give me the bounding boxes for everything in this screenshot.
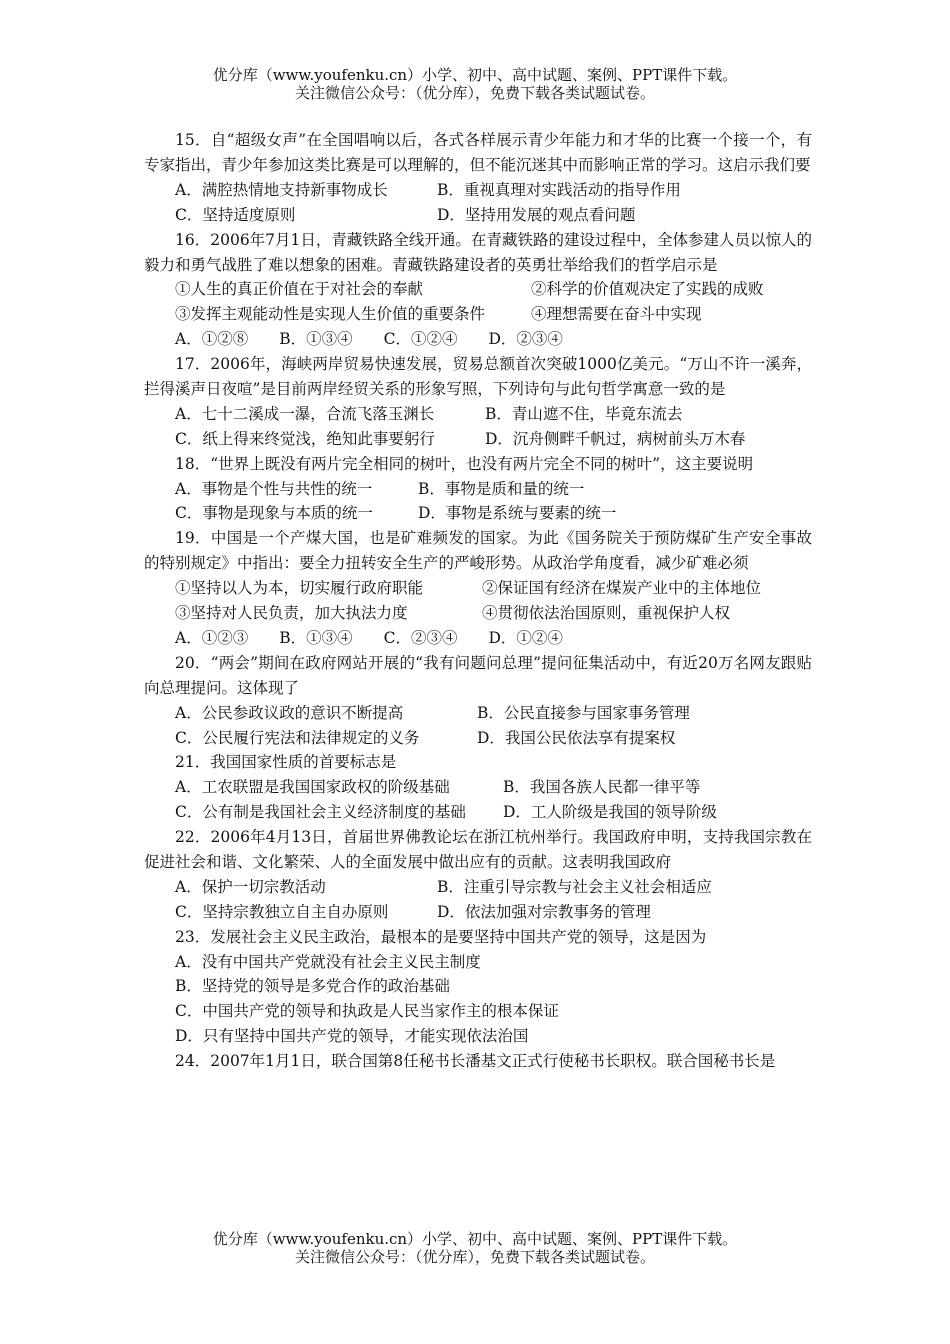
q20-options-ab (144, 701, 812, 726)
header-line-2: 关注微信公众号：（优分库），免费下载各类试题试卷。 (294, 84, 655, 102)
q15-option-b: B．重视真理对实践活动的指导作用 (437, 180, 681, 199)
q20-option-a: A．公民参政议政的意识不断提高 (175, 703, 404, 722)
q15-option-d: D．坚持用发展的观点看问题 (437, 205, 636, 224)
q20-option-c: C．公民履行宪法和法律规定的义务 (175, 728, 420, 747)
q19-statement-3: ③坚持对人民负责，加大执法力度 (175, 604, 408, 623)
q22-stem: 22．2006年4月13日，首届世界佛教论坛在浙江杭州举行。我国政府申明，支持我国宗教在促进社会和谐、文化繁荣、人的全面发展中做出应有的贡献。这表明我国政府 (144, 828, 812, 872)
q15-option-c: C．坚持适度原则 (175, 205, 296, 224)
q15-options-ab (144, 178, 812, 203)
q19-statements-12 (144, 576, 812, 601)
q17-option-b: B．青山遮不住，毕竟东流去 (485, 404, 683, 423)
q17-stem: 17．2006年，海峡两岸贸易快速发展，贸易总额首次突破1000亿美元。“万山不许一溪奔，拦得溪声日夜喧”是目前两岸经贸关系的形象写照，下列诗句与此句哲学寓意一致的是 (144, 355, 812, 398)
q21-option-d: D．工人阶级是我国的领导阶级 (503, 803, 717, 822)
q19-statement-4: ④贯彻依法治国原则，重视保护人权 (482, 604, 731, 623)
q19-statement-2: ②保证国有经济在煤炭产业中的主体地位 (482, 579, 762, 598)
q21-option-b: B．我国各族人民都一律平等 (503, 778, 701, 797)
footer-line-2: 关注微信公众号：（优分库），免费下载各类试题试卷。 (294, 1248, 655, 1266)
q16-statements-34 (144, 302, 812, 327)
q18-option-b: B．事物是质和量的统一 (418, 479, 585, 498)
q23-stem: 23．发展社会主义民主政治，最根本的是要坚持中国共产党的领导，这是因为 (175, 927, 707, 946)
q17-options-ab (144, 402, 812, 427)
page-footer (0, 1230, 950, 1266)
q18-options-ab (144, 477, 812, 502)
q21-stem: 21．我国国家性质的首要标志是 (175, 753, 397, 772)
q23-option-d: D．只有坚持中国共产党的领导，才能实现依法治国 (175, 1027, 529, 1046)
q19-choices: A．①②③ B．①③④ C．②③④ D．①②④ (175, 628, 563, 647)
q16-stem: 16．2006年7月1日，青藏铁路全线开通。在青藏铁路的建设过程中，全体参建人员以惊人的毅力和勇气战胜了难以想象的困难。青藏铁路建设者的英勇壮举给我们的哲学启示是 (144, 230, 812, 274)
q21-options-ab (144, 775, 812, 800)
q15-options-cd (144, 203, 812, 228)
q20-option-d: D．我国公民依法享有提案权 (477, 728, 676, 747)
footer-line-1: 优分库（www.youfenku.cn）小学、初中、高中试题、案例、PPT课件下载。 (212, 1230, 738, 1248)
question-list (144, 128, 812, 1074)
q22-options-ab (144, 875, 812, 900)
q16-choices: A．①②⑧ B．①③④ C．①②④ D．②③④ (175, 330, 563, 349)
q21-option-c: C．公有制是我国社会主义经济制度的基础 (175, 803, 466, 822)
q18-stem: 18．“世界上既没有两片完全相同的树叶，也没有两片完全不同的树叶”，这主要说明 (175, 454, 754, 473)
q23-option-c: C．中国共产党的领导和执政是人民当家作主的根本保证 (175, 1002, 559, 1021)
q17-options-cd (144, 427, 812, 452)
q18-options-cd (144, 501, 812, 526)
q16-statement-3: ③发挥主观能动性是实现人生价值的重要条件 (175, 305, 486, 324)
q17-option-d: D．沉舟侧畔千帆过，病树前头万木春 (485, 429, 746, 448)
q19-statements-34 (144, 601, 812, 626)
q22-option-a: A．保护一切宗教活动 (175, 877, 326, 896)
q24-stem: 24．2007年1月1日，联合国第8任秘书长潘基文正式行使秘书长职权。联合国秘书长是 (175, 1052, 776, 1071)
q15-stem: 15．自“超级女声”在全国唱响以后，各式各样展示青少年能力和才华的比赛一个接一个，有专家指出，青少年参加这类比赛是可以理解的，但不能沉迷其中而影响正常的学习。这启示我们要 (144, 131, 812, 174)
q22-option-c: C．坚持宗教独立自主自办原则 (175, 902, 389, 921)
q20-option-b: B．公民直接参与国家事务管理 (477, 703, 690, 722)
q18-option-d: D．事物是系统与要素的统一 (418, 504, 617, 523)
q23-option-a: A．没有中国共产党就没有社会主义民主制度 (175, 952, 481, 971)
q19-statement-1: ①坚持以人为本，切实履行政府职能 (175, 579, 424, 598)
q20-stem: 20．“两会”期间在政府网站开展的“我有问题问总理”提问征集活动中，有近20万名网友跟贴向总理提问。这体现了 (144, 653, 812, 697)
q19-stem: 19．中国是一个产煤大国，也是矿难频发的国家。为此《国务院关于预防煤矿生产安全事故的特别规定》中指出：要全力扭转安全生产的严峻形势。从政治学角度看，减少矿难必须 (144, 529, 812, 573)
page-header (0, 66, 950, 102)
q20-options-cd (144, 726, 812, 751)
q18-option-c: C．事物是现象与本质的统一 (175, 504, 373, 523)
q16-statement-2: ②科学的价值观决定了实践的成败 (531, 280, 764, 299)
q16-statement-4: ④理想需要在奋斗中实现 (531, 305, 702, 324)
q21-options-cd (144, 800, 812, 825)
q16-statement-1: ①人生的真正价值在于对社会的奉献 (175, 280, 424, 299)
header-line-1: 优分库（www.youfenku.cn）小学、初中、高中试题、案例、PPT课件下载。 (212, 66, 738, 84)
q15-option-a: A．满腔热情地支持新事物成长 (175, 180, 388, 199)
q22-option-b: B．注重引导宗教与社会主义社会相适应 (437, 877, 712, 896)
q16-statements-12 (144, 277, 812, 302)
q21-option-a: A．工农联盟是我国国家政权的阶级基础 (175, 778, 450, 797)
q22-options-cd (144, 900, 812, 925)
q17-option-c: C．纸上得来终觉浅，绝知此事要躬行 (175, 429, 435, 448)
q18-option-a: A．事物是个性与共性的统一 (175, 479, 373, 498)
q22-option-d: D．依法加强对宗教事务的管理 (437, 902, 651, 921)
q23-option-b: B．坚持党的领导是多党合作的政治基础 (175, 977, 450, 996)
q17-option-a: A．七十二溪成一瀑，合流飞落玉渊长 (175, 404, 435, 423)
